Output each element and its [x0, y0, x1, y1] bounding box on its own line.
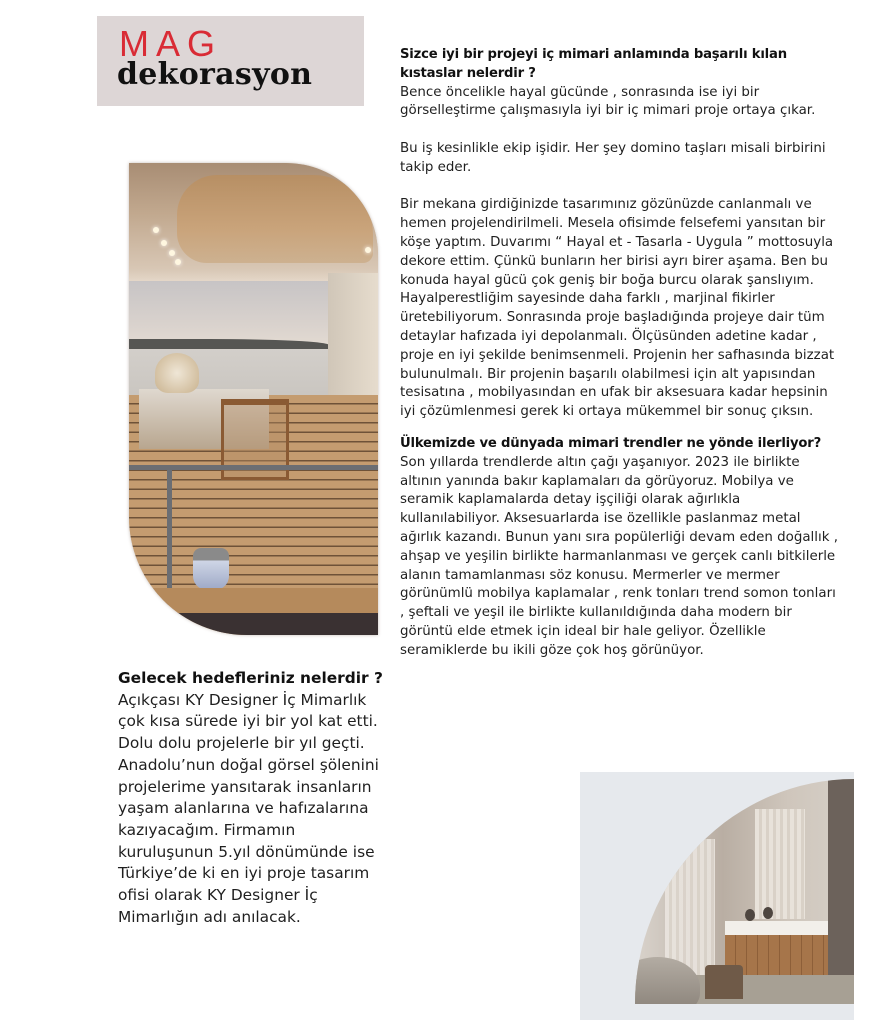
answer-paragraph-5: Açıkçası KY Designer İç Mimarlık çok kısa sürede iyi bir yol kat etti. Dolu dolu projelerle bir yıl geçti. Anadolu’nun doğal görsel şölenini projelerime yansıtarak insanların yaşam alanlarına ve hafızalarına kazıyacağım. Firmamın kuruluşunun 5.yıl dönümünde ise Türkiye’de ki en iyi proje tasarım ofisi olarak KY Designer İç Mimarlığın adı anılacak.	[118, 690, 379, 926]
question-heading-3: Gelecek hedefleriniz nelerdir ?	[118, 669, 383, 687]
yacht-deck-photo	[129, 163, 378, 635]
magazine-logo	[97, 16, 364, 106]
logo-dekorasyon-text: dekorasyon	[117, 57, 313, 92]
right-column-article	[400, 46, 840, 661]
question-heading-1: Sizce iyi bir projeyi iç mimari anlamında başarılı kılan kıstaslar nelerdir ?	[400, 47, 787, 81]
left-column-article	[118, 668, 390, 928]
answer-paragraph-1: Bence öncelikle hayal gücünde , sonrasında ise iyi bir görselleştirme çalışmasıyla iyi bir iç mimari proje ortaya çıkar.	[400, 84, 816, 119]
paragraph-spacer	[400, 422, 840, 435]
bathroom-photo	[580, 772, 854, 1020]
logo-mag-text: MAG	[119, 23, 223, 64]
answer-paragraph-4: Son yıllarda trendlerde altın çağı yaşanıyor. 2023 ile birlikte altının yanında bakır kaplamaları da görüyoruz. Mobilya ve seramik kaplamalarda detay işçiliği olarak ağırlıkla kullanılabiliyor. Aksesuarlarda ise özellikle paslanmaz metal ağırlık kazandı. Bunun yanı sıra popülerliği devam eden doğallık , ahşap ve yeşilin birlikte harmanlanması ve gerçek canlı bitkilerle alanın tamamlanması söz konusu. Mermerler ve mermer görünümlü mobilya kaplamalar , renk tonları trend somon tonları , şeftali ve yeşil ile birlikte kullanıldığında daha modern bir görüntü elde etmek için ideal bir hale geliyor. Özellikle seramiklerde bu ikili göze çok hoş görünüyor.	[400, 454, 838, 658]
paragraph-spacer	[400, 121, 840, 140]
question-heading-2: Ülkemizde ve dünyada mimari trendler ne yönde ilerliyor?	[400, 435, 822, 451]
answer-paragraph-3: Bir mekana girdiğinizde tasarımınız gözünüzde canlanmalı ve hemen projelendirilmeli. Mesela ofisimde felsefemi yansıtan bir köşe yaptım. Duvarımı “ Hayal et - Tasarla - Uygula ” mottosuyla dekore ettim. Çünkü bunların her birisi ayrı birer aşama. Ben bu konuda hayal gücü çok geniş bir boğa burcu olarak şanslıyım. Hayalperestliğim sayesinde daha farklı , marjinal fikirler üretebiliyorum. Sonrasında proje başladığında projeye dair tüm detaylar hafızada iyi depolanmalı. Ölçüsünden adetine kadar , proje en iyi şekilde benimsenmeli. Projenin her safhasında bizzat bulunulmalı. Bir projenin başarılı olabilmesi için alt yapısından tesisatına , mobilyasından en ufak bir aksesuara kadar hepsinin iyi çözümlenmesi gerek ki ortaya mükemmel bir sonuç çıksın.	[400, 197, 835, 420]
answer-paragraph-2: Bu iş kesinlikle ekip işidir. Her şey domino taşları misali birbirini takip eder.	[400, 140, 826, 175]
paragraph-spacer	[400, 178, 840, 197]
